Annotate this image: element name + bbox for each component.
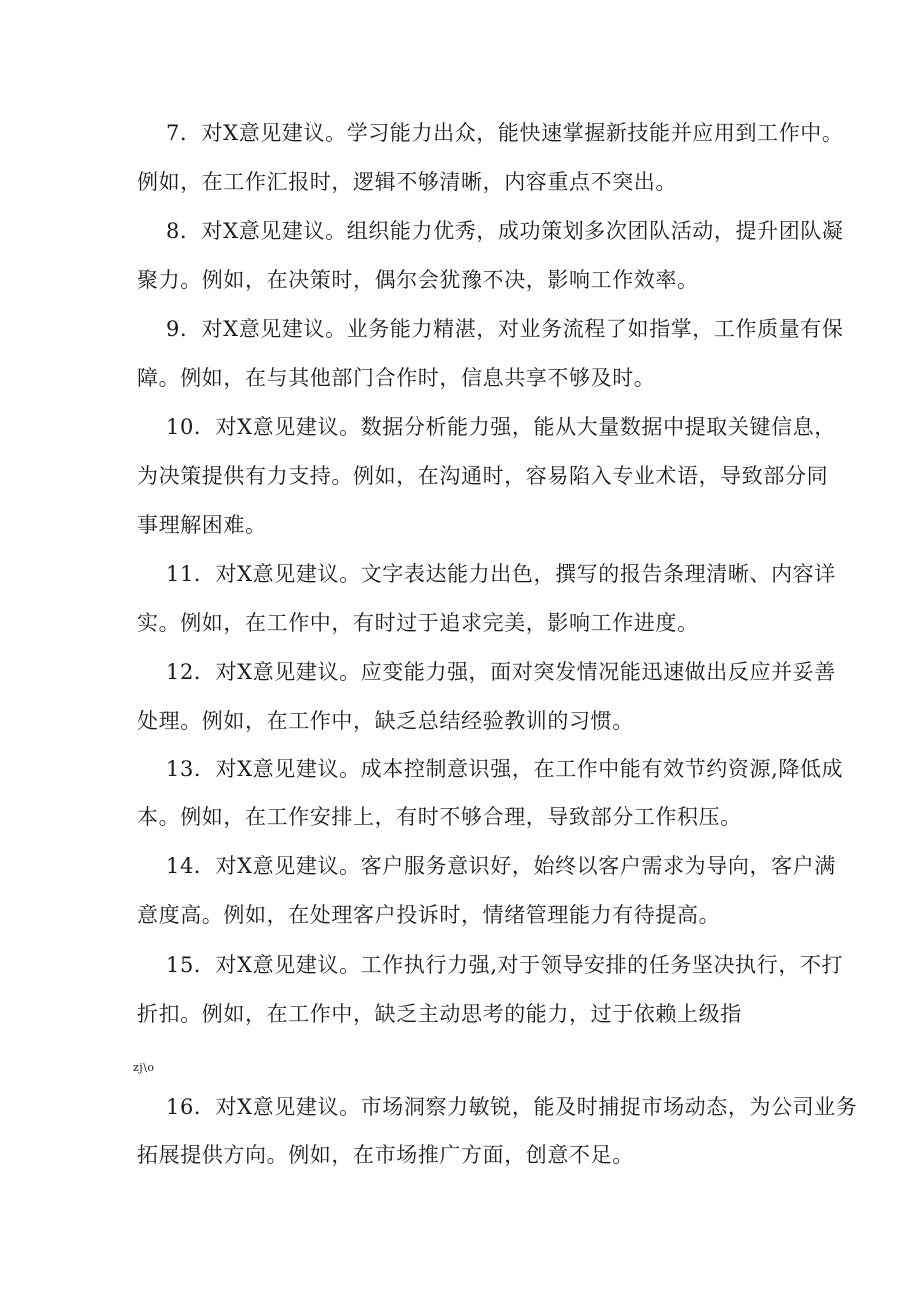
paragraph-15-fragment: zj\o <box>133 1061 155 1074</box>
paragraph-11-line-2: 实。例如，在工作中，有时过于追求完美，影响工作进度。 <box>137 611 699 635</box>
paragraph-10-line-3: 事理解困难。 <box>137 513 267 537</box>
paragraph-14-line-2: 意度高。例如，在处理客户投诉时，情绪管理能力有待提高。 <box>137 903 721 927</box>
paragraph-16-line-2: 拓展提供方向。例如，在市场推广方面，创意不足。 <box>137 1143 634 1167</box>
paragraph-15-line-2: 折扣。例如，在工作中，缺乏主动思考的能力，过于依赖上级指 <box>137 1002 742 1026</box>
paragraph-13-line-2: 本。例如，在工作安排上，有时不够合理，导致部分工作积压。 <box>137 805 742 829</box>
paragraph-15-line-1: 15．对X意见建议。工作执行力强,对于领导安排的任务坚决执行，不打 <box>166 953 844 977</box>
paragraph-11-line-1: 11．对X意见建议。文字表达能力出色，撰写的报告条理清晰、内容详 <box>166 562 836 586</box>
paragraph-7-line-2: 例如，在工作汇报时，逻辑不够清晰，内容重点不突出。 <box>137 170 677 194</box>
paragraph-9-line-2: 障。例如，在与其他部门合作时，信息共享不够及时。 <box>137 366 656 390</box>
paragraph-10-line-2: 为决策提供有力支持。例如，在沟通时，容易陷入专业术语，导致部分同 <box>137 464 829 488</box>
paragraph-12-line-1: 12．对X意见建议。应变能力强，面对突发情况能迅速做出反应并妥善 <box>166 660 836 684</box>
paragraph-13-line-1: 13．对X意见建议。成本控制意识强，在工作中能有效节约资源,降低成 <box>166 757 844 781</box>
paragraph-8-line-1: 8．对X意见建议。组织能力优秀，成功策划多次团队活动，提升团队凝 <box>166 219 844 243</box>
paragraph-16-line-1: 16．对X意见建议。市场洞察力敏锐，能及时捕捉市场动态，为公司业务 <box>166 1095 858 1119</box>
paragraph-8-line-2: 聚力。例如，在决策时，偶尔会犹豫不决，影响工作效率。 <box>137 268 699 292</box>
paragraph-12-line-2: 处理。例如，在工作中，缺乏总结经验教训的习惯。 <box>137 709 634 733</box>
paragraph-14-line-1: 14．对X意见建议。客户服务意识好，始终以客户需求为导向，客户满 <box>166 854 836 878</box>
paragraph-9-line-1: 9．对X意见建议。业务能力精湛，对业务流程了如指掌，工作质量有保 <box>166 317 844 341</box>
paragraph-7-line-1: 7．对X意见建议。学习能力出众，能快速掌握新技能并应用到工作中。 <box>166 121 844 145</box>
paragraph-10-line-1: 10．对X意见建议。数据分析能力强，能从大量数据中提取关键信息， <box>166 415 836 439</box>
